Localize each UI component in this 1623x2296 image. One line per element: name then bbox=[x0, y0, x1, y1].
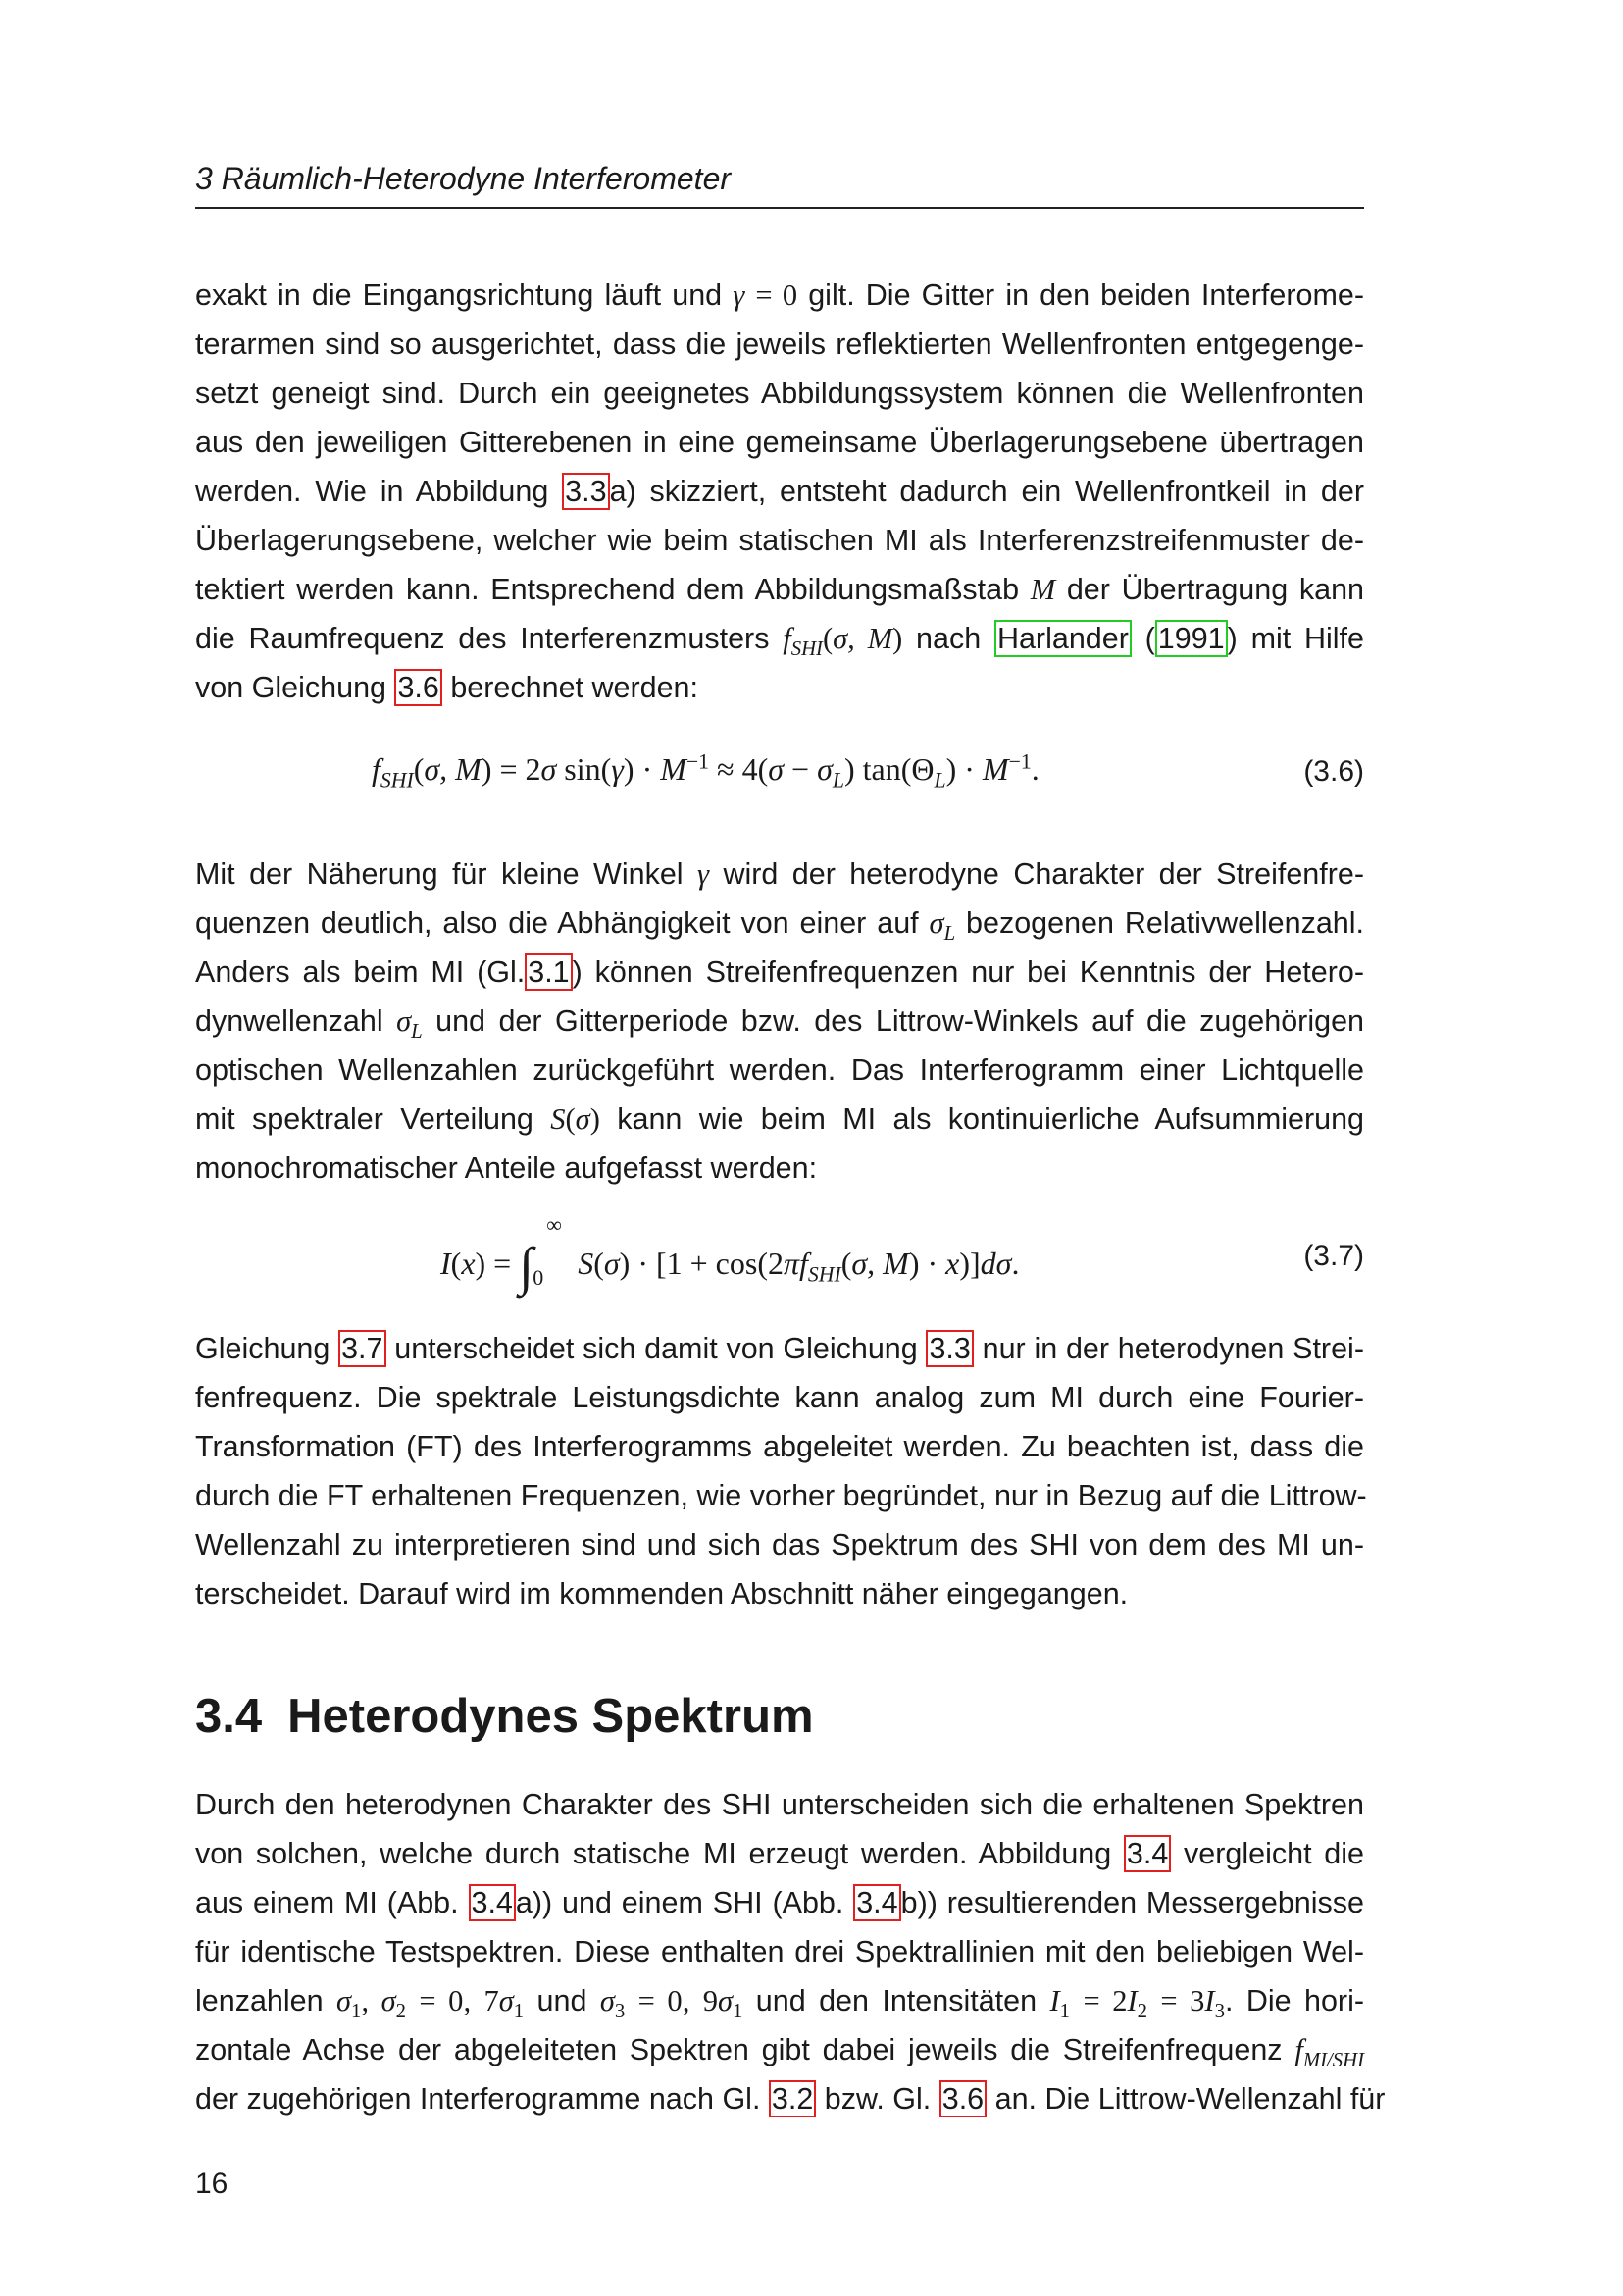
figure-ref-3-4[interactable]: 3.4 bbox=[1124, 1835, 1171, 1872]
paragraph-1: exakt in die Eingangsrichtung läuft und γ = 0 gilt. Die Gitter in den beiden Interferome- terarmen sind so ausgerichtet, dass die jeweils reflektierten Wellenfronten entgegenge- setzt geneigt sind. Durch ein geeignetes Abbildungssystem können die Wellenfronten aus den jeweiligen Gitterebenen in eine gemeinsame Überlagerungsebene übertragen werden. Wie in Abbildung 3.3a) skizziert, entsteht dadurch ein Wellenfrontkeil in der Überlagerungsebene, welcher wie beim statischen MI als Interferenzstreifenmuster de- tektiert werden kann. Entsprechend dem Abbildungsmaßstab M der Übertragung kann die Raumfrequenz des Interferenzmusters $f_{SHI}(\sigma$, M) nach Harlander (1991) mit Hilfe von Gleichung 3.6 berechnet werden: bbox=[195, 279, 1365, 704]
equation-3-7-label: (3.7) bbox=[1303, 1240, 1364, 1272]
paragraph-4: Durch den heterodynen Charakter des SHI unterscheiden sich die erhaltenen Spektren von solchen, welche durch statische MI erzeugt werden. Abbildung 3.4 vergleicht die aus einem MI (Abb. 3.4a)) und einem SHI (Abb. 3.4b)) resultierenden Messergebnisse für identische Testspektren. Diese enthalten drei Spektrallinien mit den beliebigen Wel- lenzahlen $\sigma_1$, $\sigma_2 = 0$, $7\sigma_1$ und $\sigma_3 = 0$, $9\sigma_1$ und den Intensitäten $I_1 = 2I_2 = 3I_3$. Die hori- zontale Achse der abgeleiteten Spektren gibt dabei jeweils die Streifenfrequenz $f_{MI/SHI}$ der zugehörigen Interferogramme nach Gl. 3.2 bzw. Gl. 3.6 an. Die Littrow-Wellenzahl für bbox=[195, 1788, 1386, 2116]
figure-ref-3-4a[interactable]: 3.4 bbox=[469, 1884, 516, 1921]
equation-ref-3-6[interactable]: 3.6 bbox=[394, 669, 441, 706]
equation-ref-3-3[interactable]: 3.3 bbox=[926, 1330, 973, 1367]
equation-3-6-body: $f_{SHI}(\sigma$, M) = 2σ $\sin(\gamma) \cdot M^{-1} \approx 4(\sigma - \sigma_L) \tan(\Theta_L) \cdot M^{-1}$. bbox=[372, 749, 1040, 792]
header-rule bbox=[195, 207, 1364, 209]
equation-ref-3-7[interactable]: 3.7 bbox=[338, 1330, 385, 1367]
section-heading bbox=[195, 1687, 814, 1746]
equation-3-6 bbox=[195, 751, 1364, 810]
section-number: 3.4 bbox=[195, 1690, 263, 1743]
equation-ref-3-6-b[interactable]: 3.6 bbox=[939, 2080, 987, 2117]
citation-year-link[interactable]: 1991 bbox=[1155, 620, 1228, 657]
page-number: 16 bbox=[195, 2168, 228, 2200]
running-head: 3 Räumlich-Heterodyne Interferometer bbox=[195, 161, 732, 196]
section-title-text: Heterodynes Spektrum bbox=[287, 1690, 814, 1743]
equation-3-6-label: (3.6) bbox=[1303, 755, 1364, 788]
figure-ref-3-3[interactable]: 3.3 bbox=[562, 473, 609, 510]
equation-3-7-body: I(x) = ∫ ∞ 0 $S(\sigma) \cdot [1 + \cos(2\pi f_{SHI}(\sigma$, M) · x)]dσ. bbox=[440, 1212, 1020, 1296]
citation-author-link[interactable]: Harlander bbox=[994, 620, 1132, 657]
equation-3-7 bbox=[195, 1212, 1364, 1304]
equation-ref-3-2[interactable]: 3.2 bbox=[769, 2080, 816, 2117]
figure-ref-3-4b[interactable]: 3.4 bbox=[853, 1884, 900, 1921]
paragraph-3: Gleichung 3.7 unterscheidet sich damit von Gleichung 3.3 nur in der heterodynen Strei- fenfrequenz. Die spektrale Leistungsdichte kann analog zum MI durch eine Fourier- Transformation (FT) des Interferogramms abgeleitet werden. Zu beachten ist, dass die durch die FT erhaltenen Frequenzen, wie vorher begründet, nur in Bezug auf die Littrow- Wellenzahl zu interpretieren sind und sich das Spektrum des SHI von dem des MI un- terscheidet. Darauf wird im kommenden Abschnitt näher eingegangen. bbox=[195, 1332, 1367, 1610]
equation-ref-3-1[interactable]: 3.1 bbox=[525, 953, 572, 991]
paragraph-2: Mit der Näherung für kleine Winkel γ wird der heterodyne Charakter der Streifenfre- quenzen deutlich, also die Abhängigkeit von einer auf $\sigma_L$ bezogenen Relativwellenzahl. Anders als beim MI (Gl.3.1) können Streifenfrequenzen nur bei Kenntnis der Hetero- dynwellenzahl $\sigma_L$ und der Gitterperiode bzw. des Littrow-Winkels auf die zugehörigen optischen Wellenzahlen zurückgeführt werden. Das Interferogramm einer Lichtquelle mit spektraler Verteilung S(σ) kann wie beim MI als kontinuierliche Aufsummierung monochromatischer Anteile aufgefasst werden: bbox=[195, 857, 1365, 1185]
